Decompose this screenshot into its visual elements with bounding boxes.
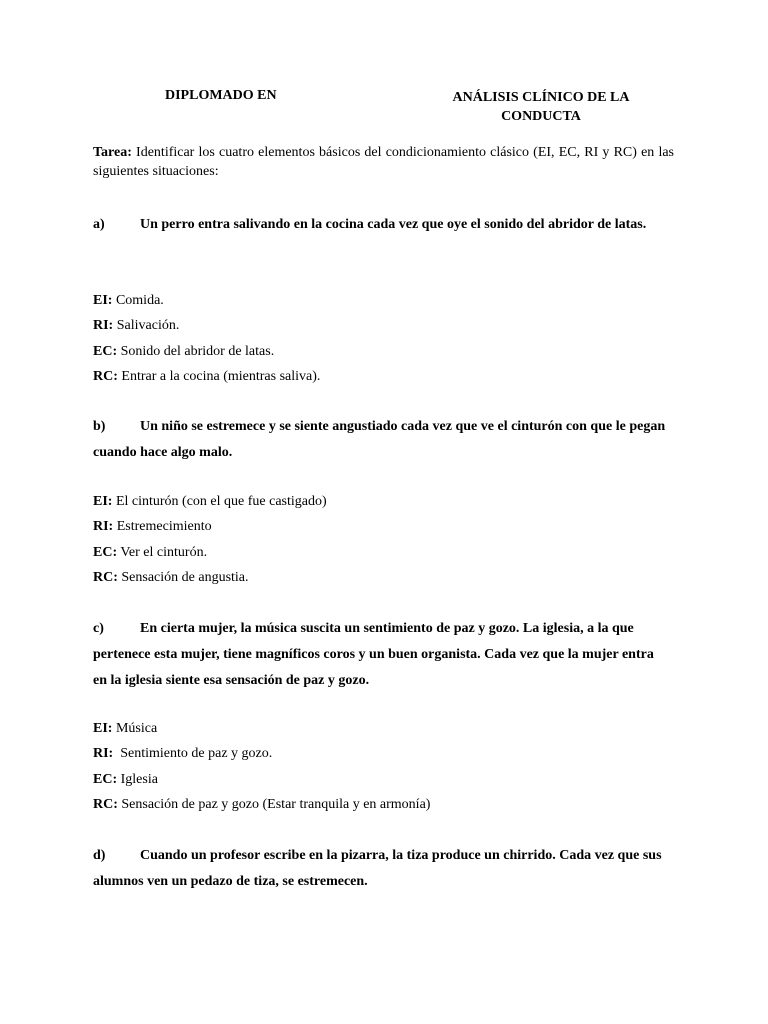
situation-c [93, 616, 668, 694]
situation-text: En cierta mujer, la música suscita un sentimiento de paz y gozo. La iglesia, a la que pertenece esta mujer, tiene magníficos coros y un buen organista. Cada vez que la mujer entra en la iglesia siente esa sensación de paz y gozo. [93, 621, 654, 688]
answer-text: Salivación. [113, 318, 180, 334]
answer-label: RI: [93, 519, 114, 535]
answer-text: Entrar a la cocina (mientras saliva). [117, 368, 321, 384]
answer-label: RC: [93, 796, 118, 812]
answer-label: RI: [93, 318, 114, 334]
answer-text: Sensación de paz y gozo (Estar tranquila y en armonía) [117, 796, 431, 812]
situation-b [93, 414, 668, 466]
answer-text: El cinturón (con el que fue castigado) [112, 494, 327, 509]
answers-b [93, 489, 674, 590]
task-text: Identificar los cuatro elementos básicos del condicionamiento clásico (EI, EC, RI y RC) en las siguientes situaciones: [93, 145, 674, 179]
answer-ec [93, 339, 674, 364]
situation-text: Un perro entra salivando en la cocina cada vez que oye el sonido del abridor de latas. [140, 217, 647, 232]
answer-text: Música [112, 721, 158, 736]
answer-rc [93, 565, 674, 590]
situation-letter: c) [93, 621, 104, 636]
answer-text: Estremecimiento [113, 519, 212, 535]
answer-rc [93, 792, 674, 817]
answers-c [93, 716, 674, 817]
answer-text: Comida. [112, 293, 164, 308]
answer-label: EI: [93, 494, 113, 509]
answer-ei [93, 288, 674, 313]
situation-text: Cuando un profesor escribe en la pizarra, la tiza produce un chirrido. Cada vez que sus alumnos ven un pedazo de tiza, se estremecen. [93, 848, 662, 889]
answer-ri [93, 514, 674, 539]
situation-text: Un niño se estremece y se siente angustiado cada vez que ve el cinturón con que le pegan cuando hace algo malo. [93, 419, 666, 460]
answer-label: EC: [93, 343, 118, 359]
header-left-title: DIPLOMADO EN [165, 88, 277, 103]
answer-ec [93, 540, 674, 565]
answer-label: EC: [93, 544, 118, 560]
answer-label: RC: [93, 368, 118, 384]
answer-label: EI: [93, 293, 113, 308]
answer-text: Sonido del abridor de latas. [117, 343, 275, 359]
answer-text: Iglesia [117, 771, 158, 787]
answer-label: RI: [93, 746, 114, 762]
answer-ri [93, 741, 674, 766]
answer-ei [93, 716, 674, 741]
situation-letter: a) [93, 217, 105, 232]
answer-ei [93, 489, 674, 514]
situation-a [93, 212, 668, 238]
answer-rc [93, 364, 674, 389]
answer-label: RC: [93, 569, 118, 585]
situation-letter: b) [93, 419, 106, 434]
situation-d [93, 843, 668, 895]
task-paragraph [93, 143, 674, 181]
task-label: Tarea: [93, 145, 132, 160]
answer-text: Ver el cinturón. [117, 544, 208, 560]
answer-label: EI: [93, 721, 113, 736]
answer-text: Sensación de angustia. [117, 569, 249, 585]
answer-text: Sentimiento de paz y gozo. [113, 746, 273, 762]
answer-ec [93, 767, 674, 792]
answer-label: EC: [93, 771, 118, 787]
situation-letter: d) [93, 848, 106, 863]
header-right-title: ANÁLISIS CLÍNICO DE LA CONDUCTA [452, 90, 630, 124]
answers-a [93, 288, 674, 389]
answer-ri [93, 313, 674, 338]
